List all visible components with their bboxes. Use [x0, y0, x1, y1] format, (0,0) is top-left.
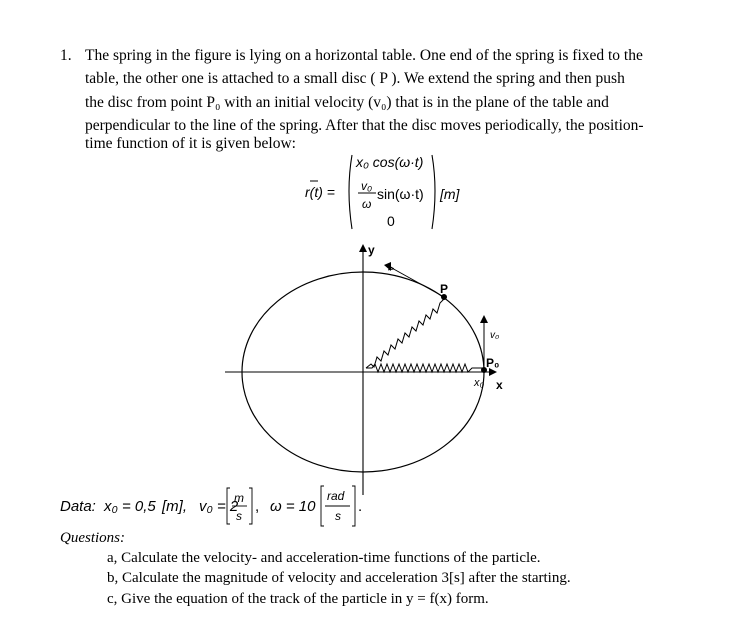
question-b: b, Calculate the magnitude of velocity and acceleration 3[s] after the starting.: [107, 570, 571, 586]
equation-row-2: sin(ω·t): [377, 186, 424, 202]
question-a: a, Calculate the velocity- and acceleration-time functions of the particle.: [107, 550, 541, 566]
question-c: c, Give the equation of the track of the particle in y = f(x) form.: [107, 591, 489, 607]
spring-at-rest: [366, 364, 484, 372]
velocity-label: v: [385, 265, 397, 271]
velocity-vector: [390, 267, 444, 297]
problem-text-line-3: the disc from point P₀ with an initial velocity (v₀) that is in the plane of the table and: [85, 94, 609, 111]
equation-unit: [m]: [440, 186, 460, 202]
questions-heading: Questions:: [60, 530, 125, 546]
equation-row-1: x₀ cos(ω·t): [356, 154, 424, 170]
x-axis-label: x: [496, 378, 503, 392]
right-bracket: [432, 155, 435, 229]
spring-stretched: [366, 299, 444, 368]
problem-text-line-1: The spring in the figure is lying on a horizontal table. One end of the spring is fixed to the: [85, 47, 643, 64]
P0-label: P₀: [486, 356, 500, 370]
left-bracket: [349, 155, 352, 229]
data-v0-unit-den: s: [236, 509, 242, 523]
data-omega-unit-num: rad: [327, 489, 345, 503]
svg-text:.: .: [358, 498, 363, 515]
x0-label: x₀: [474, 377, 485, 389]
P-label: P: [440, 282, 449, 296]
data-omega: ω = 10: [270, 498, 316, 515]
data-omega-unit-den: s: [335, 509, 341, 523]
y-axis-label: y: [368, 243, 375, 257]
equation-row-2-num: v₀: [361, 179, 373, 193]
problem-text-line-4: perpendicular to the line of the spring. After that the disc moves periodically, the position-: [85, 117, 644, 134]
position-equation: [305, 154, 461, 229]
svg-text:,: ,: [255, 498, 260, 515]
data-prefix: Data:: [60, 498, 96, 515]
problem-text-line-5: time function of it is given below:: [85, 135, 296, 152]
problem-number: 1.: [60, 47, 72, 64]
equation-row-2-den: ω: [362, 197, 372, 211]
y-axis-arrow: [359, 244, 367, 252]
data-v0: v₀ = 2: [199, 498, 239, 515]
spring-figure: [225, 243, 503, 495]
data-x0-unit: [m],: [162, 498, 187, 515]
data-x0: x₀ = 0,5: [104, 498, 156, 515]
equation-row-3: 0: [387, 213, 395, 229]
initial-velocity-arrowhead: [480, 315, 488, 323]
problem-text-line-2: table, the other one is attached to a small disc ( P ). We extend the spring and then push: [85, 70, 625, 87]
initial-velocity-label: v₀: [490, 330, 500, 341]
data-line: [60, 486, 362, 526]
data-v0-unit-num: m: [234, 491, 244, 505]
equation-lhs: r(t) =: [305, 184, 335, 200]
